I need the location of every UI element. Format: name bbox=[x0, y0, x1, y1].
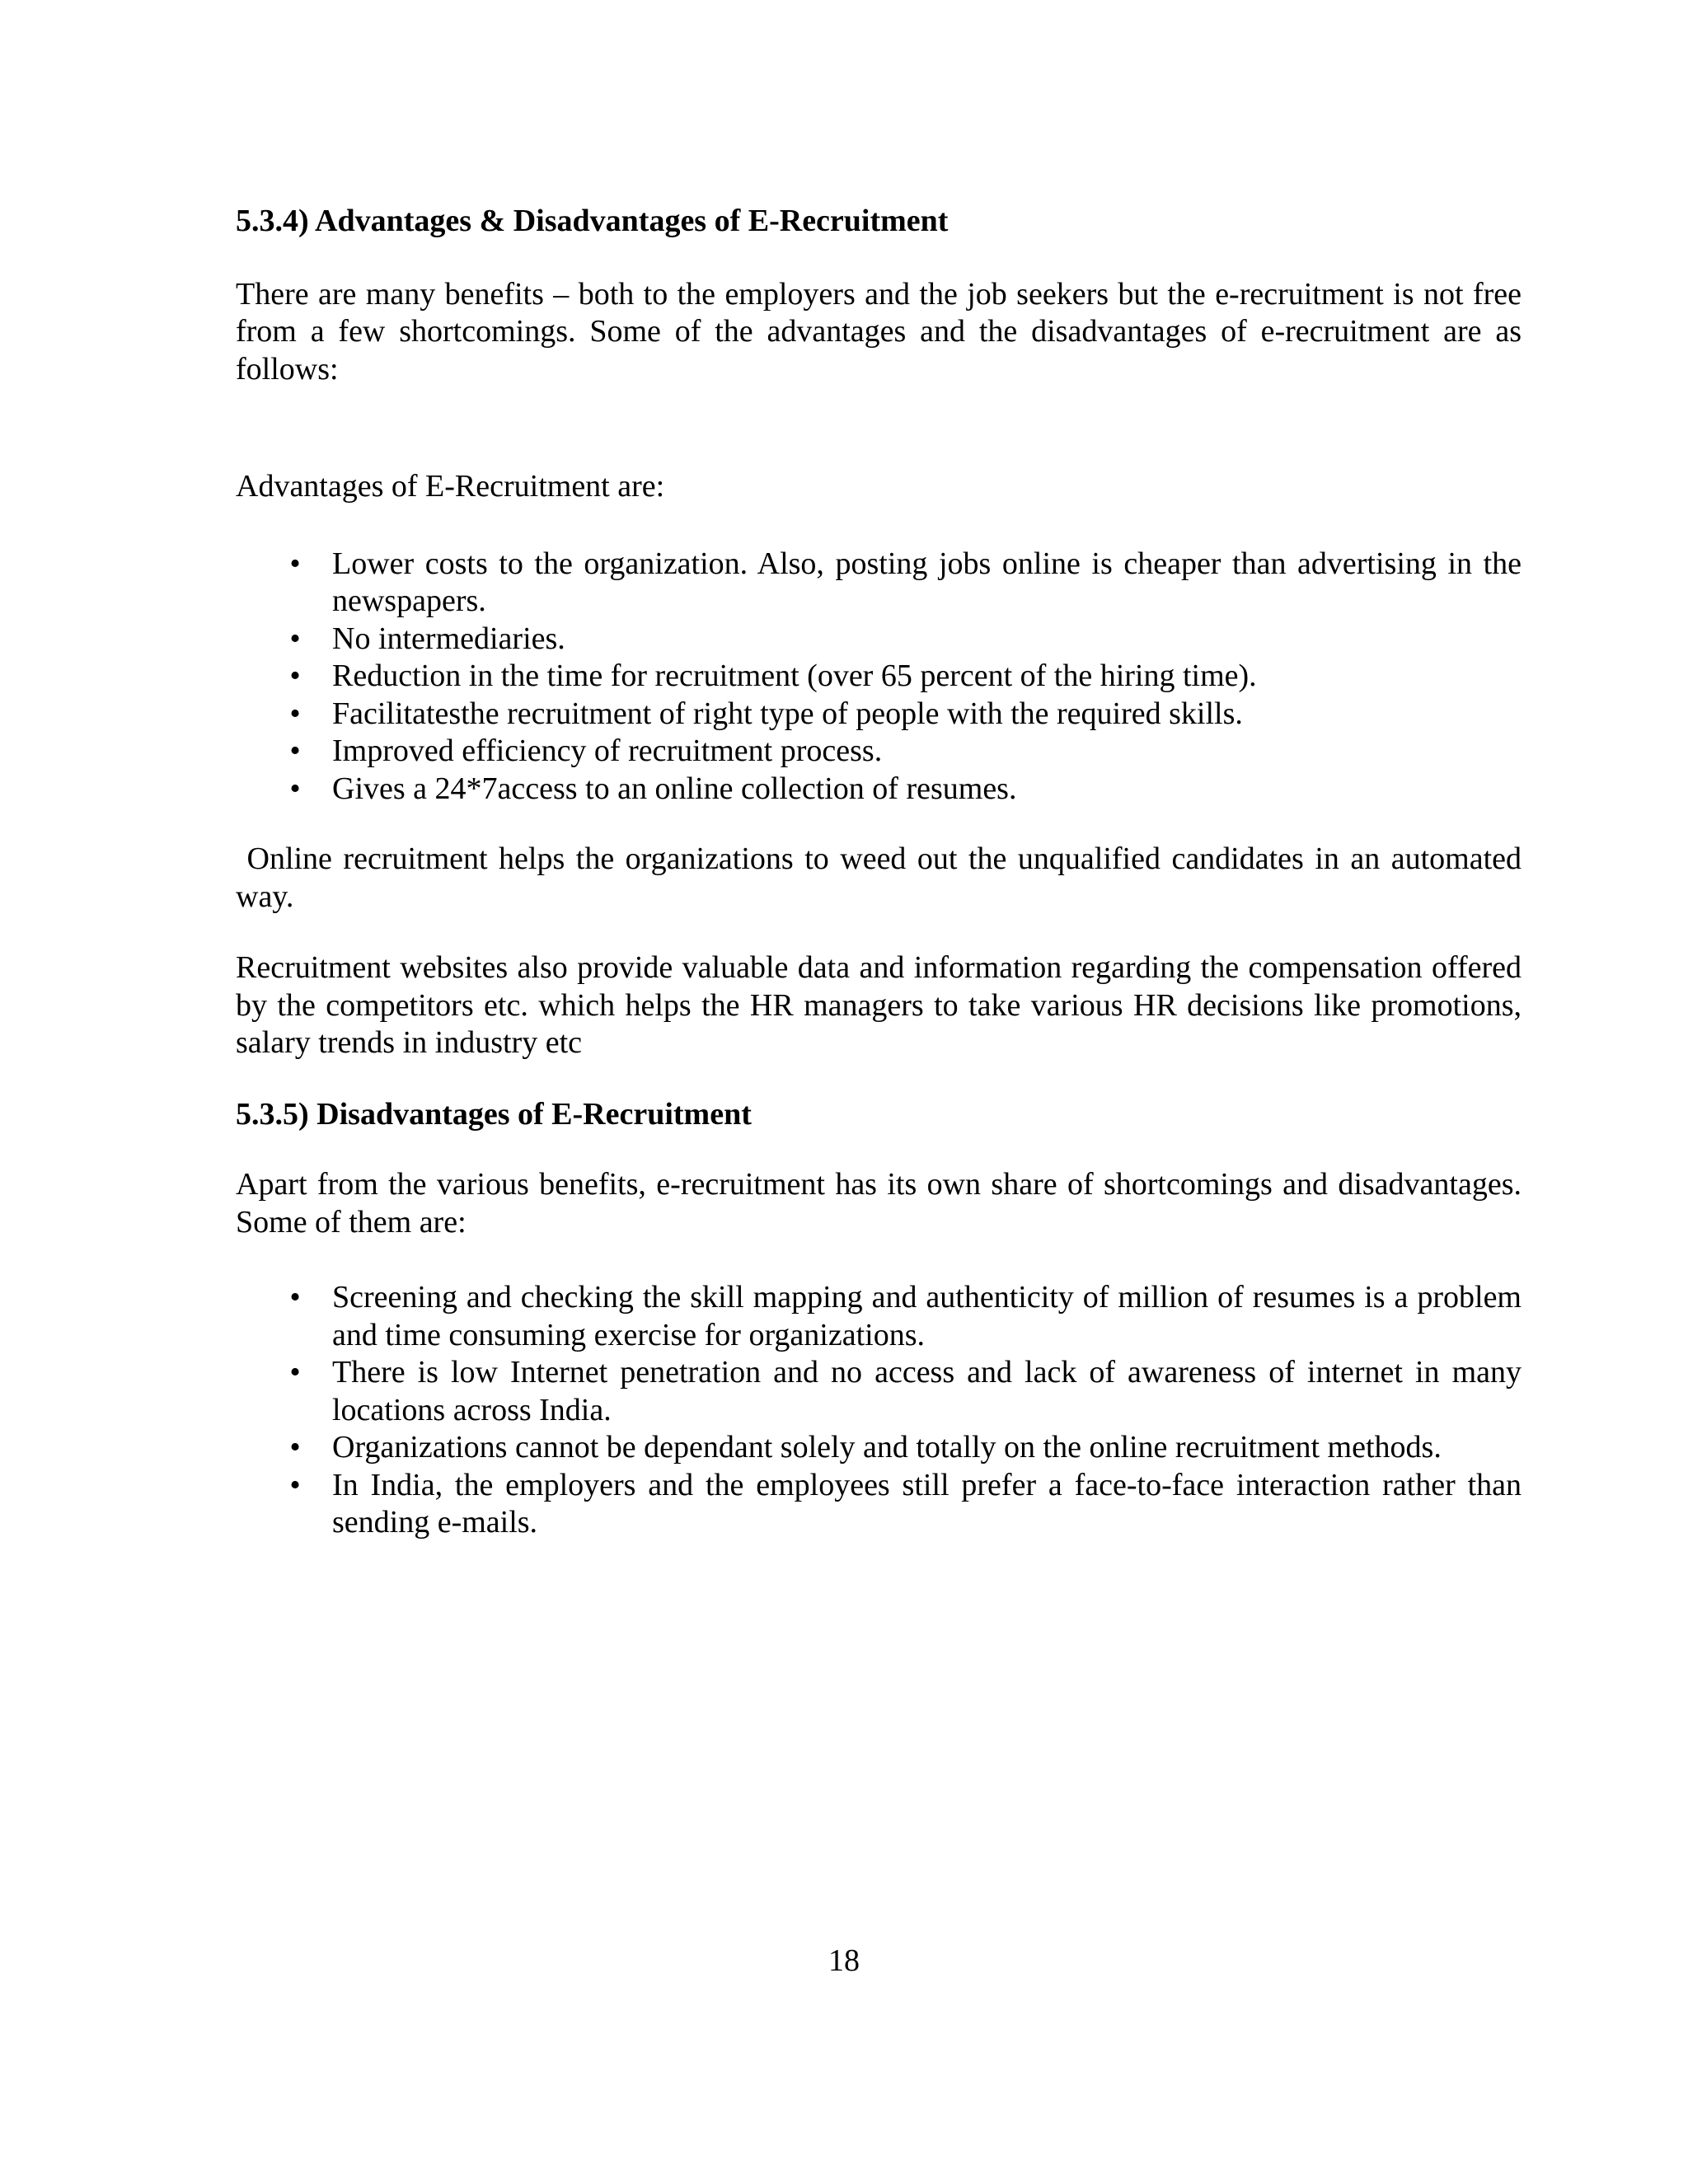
list-item-text: Screening and checking the skill mapping and authenticity of million of resumes is a problem and time consuming exercise for organizations. bbox=[332, 1280, 1522, 1352]
bullet-icon: • bbox=[289, 771, 301, 806]
list-item-text: No intermediaries. bbox=[332, 621, 565, 656]
bullet-icon: • bbox=[289, 1430, 301, 1465]
bullet-icon: • bbox=[289, 658, 301, 693]
page-number: 18 bbox=[828, 1943, 860, 1978]
online-recruitment-paragraph: Online recruitment helps the organizations to weed out the unqualified candidates in an automated way. bbox=[236, 841, 1530, 914]
list-item bbox=[236, 733, 1522, 771]
section-heading-5-3-5: 5.3.5) Disadvantages of E-Recruitment bbox=[236, 1096, 752, 1132]
bullet-icon: • bbox=[289, 1467, 301, 1502]
intro-paragraph: There are many benefits – both to the employers and the job seekers but the e-recruitment is not free from a few shortcomings. Some of the advantages and the disadvantages of e-recruitment are as follows: bbox=[236, 276, 1522, 387]
advantages-list bbox=[236, 546, 1522, 808]
list-item-text: Improved efficiency of recruitment process. bbox=[332, 733, 883, 768]
list-item bbox=[236, 1354, 1522, 1429]
list-item bbox=[236, 1279, 1522, 1354]
bullet-icon: • bbox=[289, 621, 301, 656]
list-item-text: In India, the employers and the employees still prefer a face-to-face interaction rather than sending e-mails. bbox=[332, 1467, 1522, 1540]
list-item bbox=[236, 658, 1522, 696]
list-item-text: Facilitatesthe recruitment of right type of people with the required skills. bbox=[332, 696, 1243, 731]
bullet-icon: • bbox=[289, 696, 301, 731]
advantages-label: Advantages of E-Recruitment are: bbox=[236, 469, 665, 504]
bullet-icon: • bbox=[289, 1280, 301, 1315]
list-item-text: Reduction in the time for recruitment (over 65 percent of the hiring time). bbox=[332, 658, 1257, 693]
bullet-icon: • bbox=[289, 546, 301, 581]
list-item bbox=[236, 696, 1522, 733]
list-item bbox=[236, 1467, 1522, 1542]
disadvantages-intro-paragraph: Apart from the various benefits, e-recruitment has its own share of shortcomings and disadvantages. Some of them are: bbox=[236, 1167, 1522, 1240]
bullet-icon: • bbox=[289, 733, 301, 768]
bullet-icon: • bbox=[289, 1355, 301, 1390]
list-item bbox=[236, 546, 1522, 621]
list-item-text: Lower costs to the organization. Also, posting jobs online is cheaper than advertising in the newspapers. bbox=[332, 546, 1522, 618]
list-item-text: Organizations cannot be dependant solely and totally on the online recruitment methods. bbox=[332, 1430, 1442, 1465]
list-item bbox=[236, 1429, 1522, 1467]
page-content bbox=[236, 203, 1530, 1542]
recruitment-websites-paragraph: Recruitment websites also provide valuable data and information regarding the compensation offered by the competitors etc. which helps the HR managers to take various HR decisions like promotions, salary trends in industry etc bbox=[236, 950, 1522, 1060]
list-item bbox=[236, 621, 1522, 658]
list-item-text: Gives a 24*7access to an online collection of resumes. bbox=[332, 771, 1017, 806]
list-item-text: There is low Internet penetration and no access and lack of awareness of internet in many locations across India. bbox=[332, 1355, 1522, 1427]
section-heading-5-3-4: 5.3.4) Advantages & Disadvantages of E-Recruitment bbox=[236, 204, 949, 238]
disadvantages-list bbox=[236, 1279, 1522, 1542]
list-item bbox=[236, 771, 1522, 808]
